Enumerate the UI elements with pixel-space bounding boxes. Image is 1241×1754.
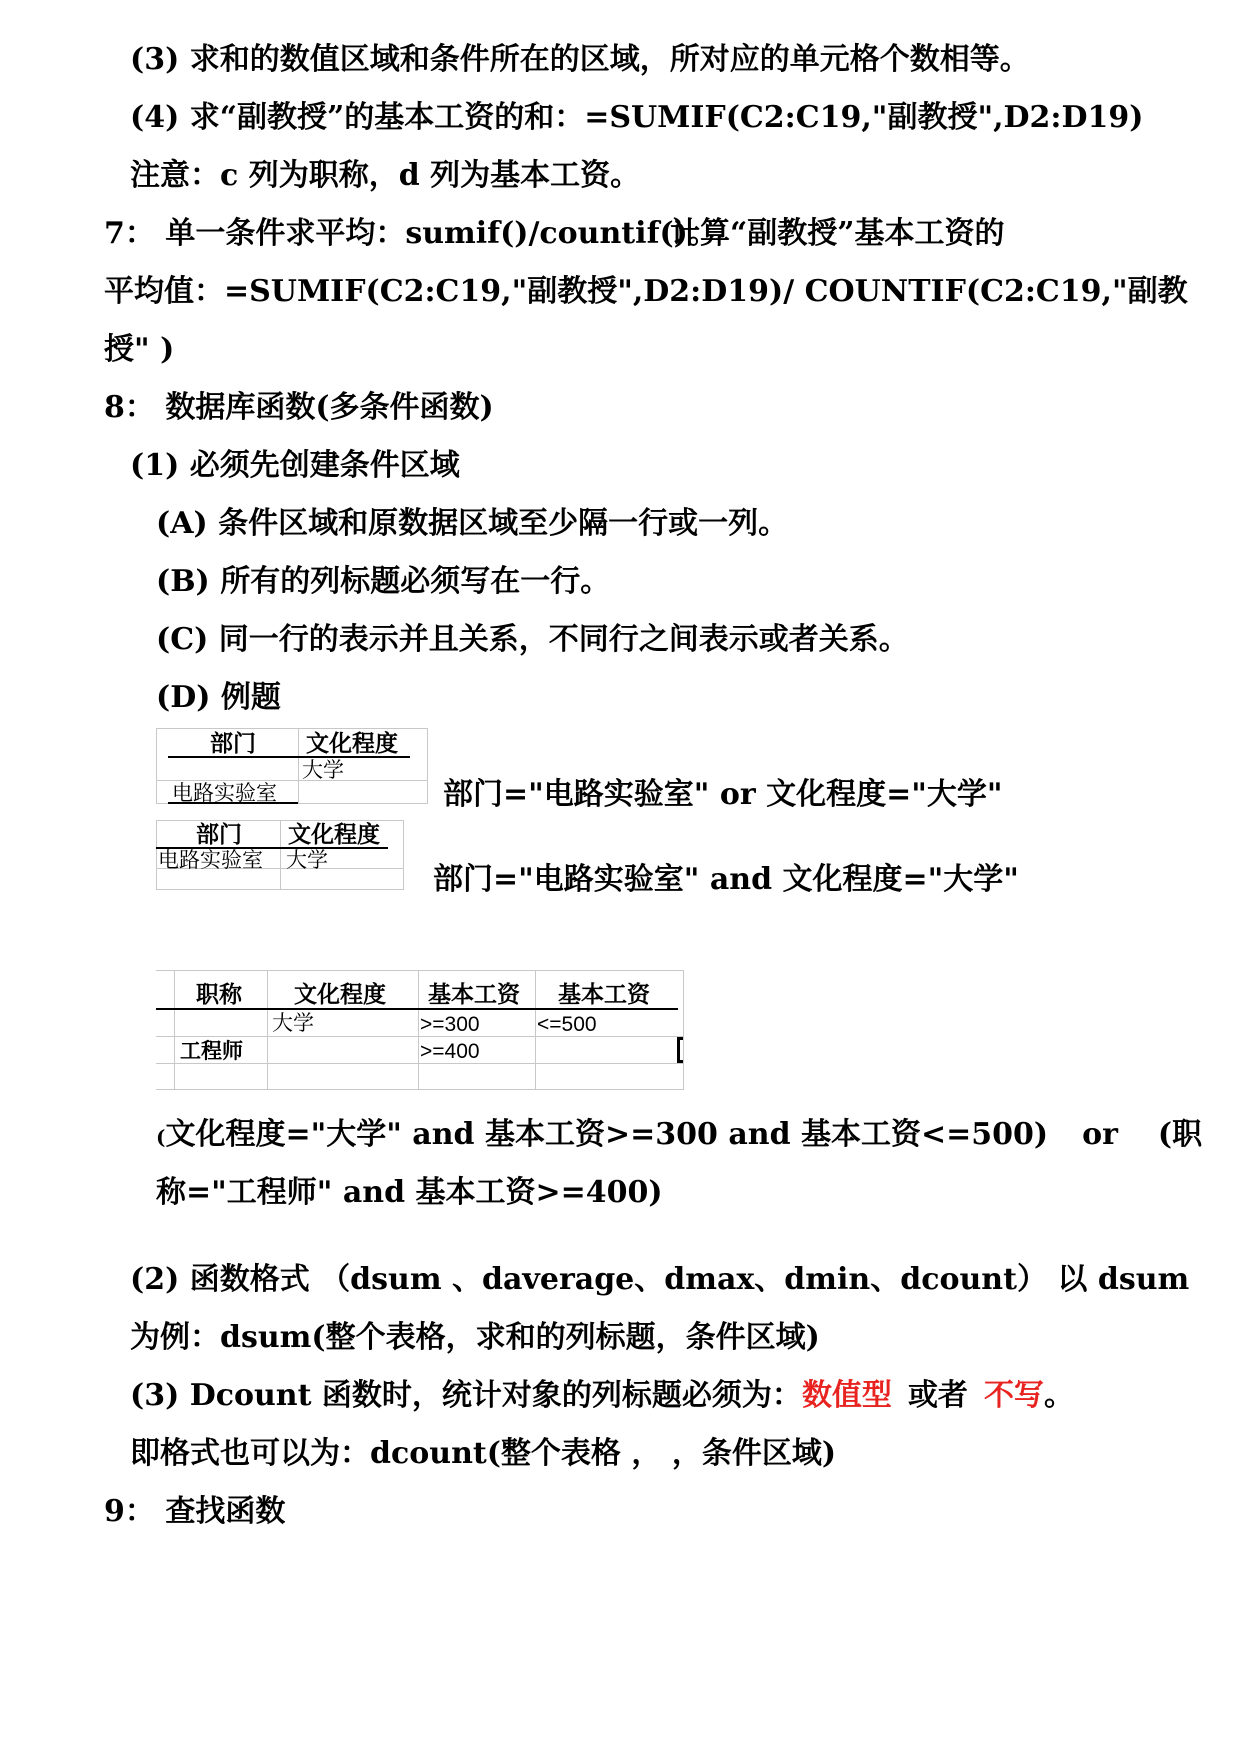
item-b: (B) 所有的列标题必须写在一行。 [156,564,611,599]
sheet2-cell-dept: 电路实验室 [158,848,263,872]
dcount-period: 。 [1043,1378,1074,1413]
sheet3-cell-salary-min: >=300 [420,1013,480,1036]
sheet1-header-education: 文化程度 [306,731,398,757]
item-c: (C) 同一行的表示并且关系，不同行之间表示或者关系。 [156,622,909,657]
item-2-function-format: (2) 函数格式 （dsum 、daverage、dmax、dmin、dcount） 以 dsum [130,1262,1190,1297]
sheet3-cell-salary-min-2: >=400 [420,1040,480,1063]
sheet3-header-education: 文化程度 [294,982,386,1008]
criteria-sheet-and [156,820,404,890]
sheet2-cell-education: 大学 [286,848,328,872]
item-1-criteria-area: (1) 必须先创建条件区域 [130,448,460,483]
item-4-sumif-example: (4) 求“副教授”的基本工资的和：=SUMIF(C2:C19,"副教授",D2:D19) [130,100,1144,135]
example-and-condition: 部门="电路实验室" and 文化程度="大学" [433,862,1019,897]
example-or-condition: 部门="电路实验室" or 文化程度="大学" [443,777,1003,812]
sheet3-header-salary-min: 基本工资 [428,982,520,1008]
dcount-omit: 不写 [983,1378,1044,1413]
cell-cursor-mark [677,1037,683,1063]
combined-condition-part2-start: (职 [1157,1117,1203,1152]
sheet1-header-dept: 部门 [210,731,256,757]
item-d: (D) 例题 [156,680,281,715]
sheet2-header-education: 文化程度 [288,822,380,848]
section-7-heading-cont: 计算“副教授”基本工资的 [670,216,1005,251]
combined-condition-or: or [1082,1117,1118,1152]
criteria-sheet-combined [156,970,684,1090]
open-paren: ( [156,1125,166,1149]
item-a: (A) 条件区域和原数据区域至少隔一行或一列。 [156,506,789,541]
sheet3-header-salary-max: 基本工资 [558,982,650,1008]
combined-condition-line2: 称="工程师" and 基本工资>=400) [156,1175,663,1210]
dsum-example: 为例：dsum(整个表格，求和的列标题，条件区域) [130,1320,820,1355]
combined-condition-line1 [156,1116,1202,1156]
sheet3-cell-education: 大学 [272,1011,314,1035]
sheet3-cell-salary-max: <=500 [537,1013,597,1036]
section-7-heading: 7： 单一条件求平均：sumif()/countif()。 [104,216,718,251]
section-7-formula: 平均值：=SUMIF(C2:C19,"副教授",D2:D19)/ COUNTIF(C2:C19,"副教 [104,274,1188,309]
section-7-formula-end: 授" ) [104,332,175,367]
combined-condition-part1: 文化程度="大学" and 基本工资>=300 and 基本工资<=500) [165,1117,1049,1152]
section-8-heading: 8： 数据库函数(多条件函数) [104,390,494,425]
dcount-numeric-type: 数值型 [801,1378,892,1413]
item-3-sumif-range: (3) 求和的数值区域和条件所在的区域，所对应的单元格个数相等。 [130,42,1030,77]
sheet3-cell-title: 工程师 [180,1039,243,1063]
sheet2-header-dept: 部门 [196,822,242,848]
item-3-dcount [130,1377,1074,1415]
criteria-sheet-or [156,728,428,804]
note-columns: 注意：c 列为职称，d 列为基本工资。 [130,158,641,193]
dcount-text: (3) Dcount 函数时，统计对象的列标题必须为： [130,1378,802,1413]
sheet1-cell-dept: 电路实验室 [172,781,277,805]
sheet3-header-title: 职称 [196,982,242,1008]
section-9-heading: 9： 查找函数 [104,1494,286,1529]
sheet1-cell-education: 大学 [302,758,344,782]
dcount-or: 或者 [907,1378,968,1413]
dcount-format: 即格式也可以为：dcount(整个表格 ， ，条件区域) [130,1436,837,1471]
